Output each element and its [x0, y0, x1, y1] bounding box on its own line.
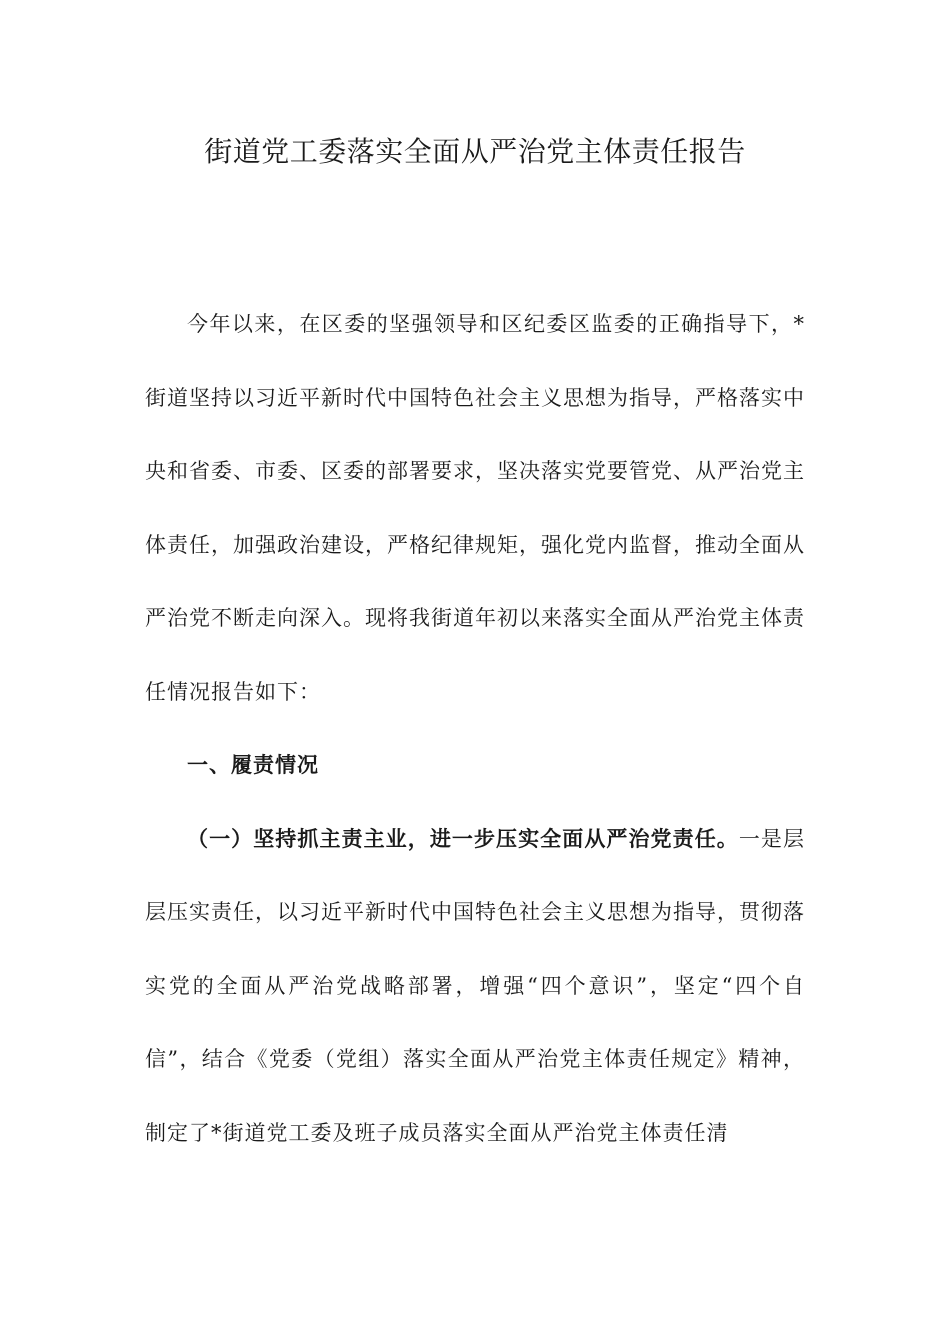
subsection-text: 一是层层压实责任，以习近平新时代中国特色社会主义思想为指导，贯彻落实党的全面从严治党战略部署，增强“四个意识”，坚定“四个自信”，结合《党委（党组）落实全面从严治党主体责任规定》精神，制定了*街道党工委及班子成员落实全面从严治党主体责任清	[145, 826, 806, 1145]
document-body	[145, 288, 805, 1170]
document-title: 街道党工委落实全面从严治党主体责任报告	[204, 135, 746, 168]
section-heading: 一、履责情况	[187, 753, 319, 777]
subsection-lead: （一）坚持抓主责主业，进一步压实全面从严治党责任。	[187, 826, 739, 851]
subsection-paragraph	[145, 803, 805, 1171]
intro-paragraph: 今年以来，在区委的坚强领导和区纪委区监委的正确指导下，*街道坚持以习近平新时代中国特色社会主义思想为指导，严格落实中央和省委、市委、区委的部署要求，坚决落实党要管党、从严治党主体责任，加强政治建设，严格纪律规矩，强化党内监督，推动全面从严治党不断走向深入。现将我街道年初以来落实全面从严治党主体责任情况报告如下：	[145, 312, 805, 704]
